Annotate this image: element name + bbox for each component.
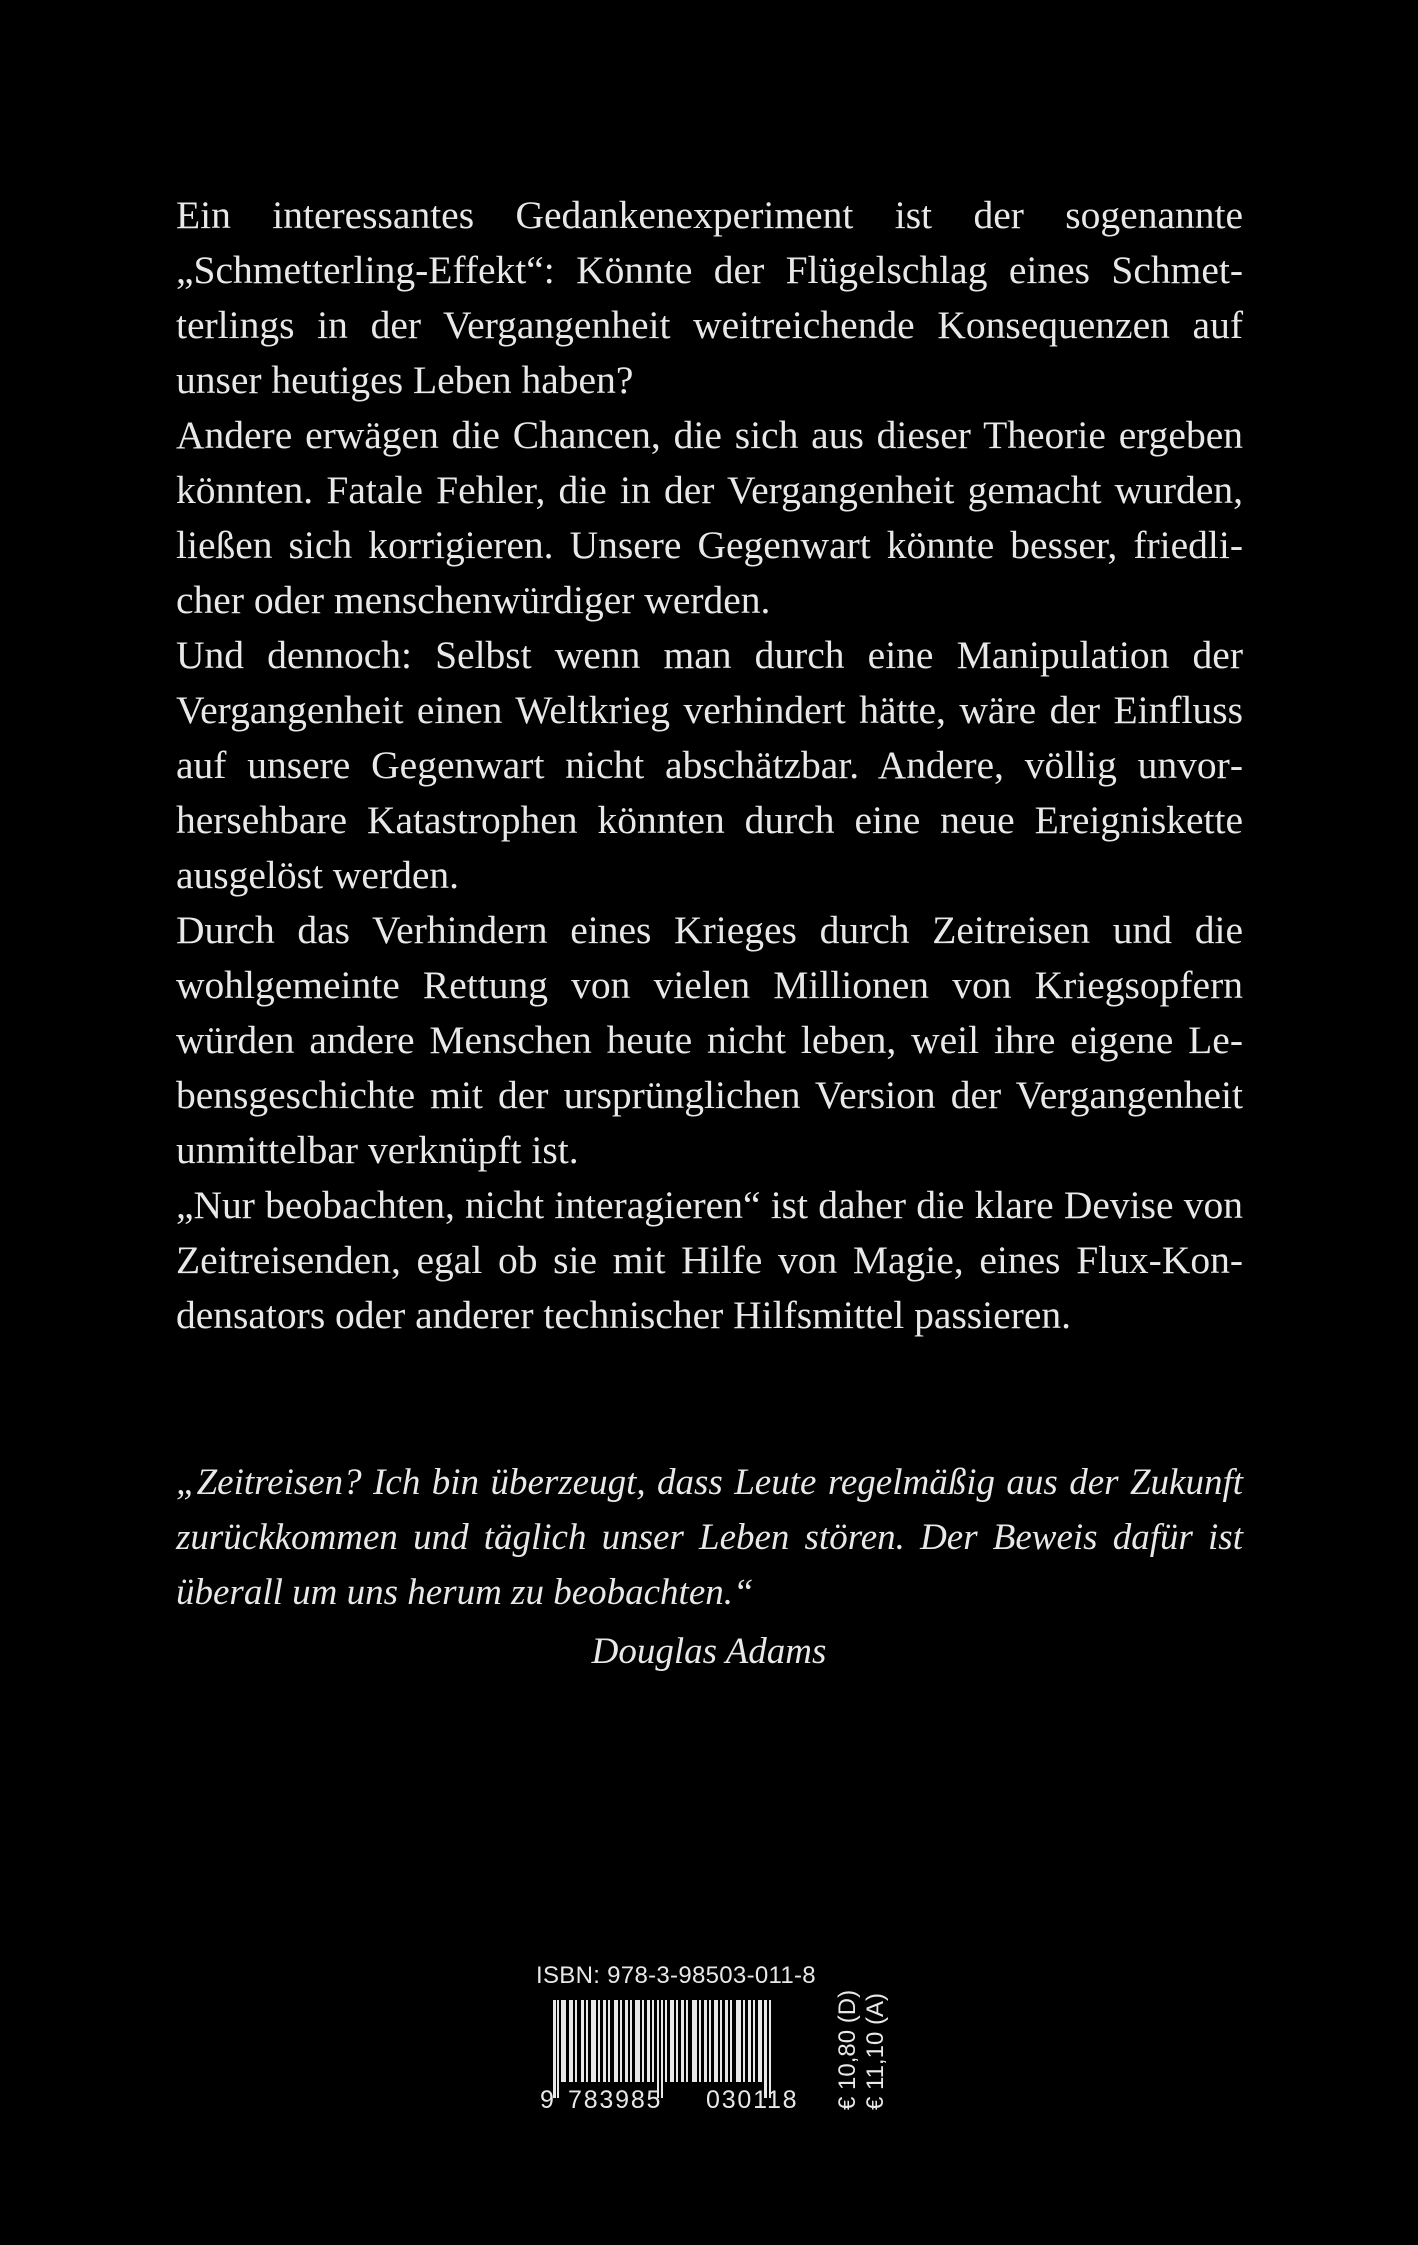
barcode-digit-first: 9 xyxy=(540,2086,556,2114)
quote-block xyxy=(176,1455,1243,1620)
barcode-bar xyxy=(758,2000,762,2082)
barcode-bar xyxy=(748,2000,751,2082)
barcode-bar xyxy=(736,2000,741,2082)
back-cover-blurb xyxy=(176,188,1243,1343)
barcode-bar xyxy=(635,2000,640,2082)
barcode-bar xyxy=(652,2000,654,2082)
barcode-bar xyxy=(591,2000,596,2082)
barcode-bar xyxy=(743,2000,745,2082)
barcode-bar xyxy=(620,2000,622,2082)
blurb-paragraph-5: „Nur beobachten, nicht interagieren“ ist daher die klare Devise von Zeitreisenden, egal ob sie mit Hilfe von Magie, eines Flux-Kondensators oder anderer technischer Hilfsmittel passieren. xyxy=(176,1183,1243,1337)
quote-text: „Zeitreisen? Ich bin überzeugt, dass Leute regelmäßig aus der Zukunft zurückkommen und täglich unser Leben stören. Der Beweis dafür ist überall um uns herum zu beobachten.“ xyxy=(176,1462,1243,1613)
barcode-bar xyxy=(581,2000,584,2082)
barcode-bar xyxy=(642,2000,644,2082)
barcode-bar xyxy=(598,2000,600,2082)
barcode-bar xyxy=(670,2000,674,2082)
price-austria: € 11,10 (A) xyxy=(862,1993,889,2110)
barcode-bar xyxy=(665,2000,667,2082)
barcode-bar xyxy=(764,2000,767,2098)
barcode-bar xyxy=(647,2000,650,2082)
barcode-bar xyxy=(603,2000,606,2082)
barcode-bar xyxy=(586,2000,588,2082)
blurb-paragraph-2: Andere erwägen die Chancen, die sich aus dieser Theorie ergeben könnten. Fatale Fehler, die in der Vergangenheit gemacht wurden, ließen sich korrigieren. Unsere Gegenwart könnte besser, friedlicher oder menschenwürdiger werden. xyxy=(176,413,1243,622)
barcode-bar xyxy=(692,2000,697,2082)
price-germany: € 10,80 (D) xyxy=(834,1989,861,2110)
barcode-bar xyxy=(725,2000,728,2082)
barcode-bar xyxy=(753,2000,755,2082)
barcode-bar xyxy=(699,2000,701,2082)
blurb-paragraph-3: Und dennoch: Selbst wenn man durch eine Manipulation der Vergangenheit einen Weltkrieg verhindert hätte, wäre der Einfluss auf unsere Gegenwart nicht abschätzbar. Andere, völlig unvorhersehbare Katastrophen könnten durch eine neue Ereigniskette ausgelöst werden. xyxy=(176,633,1243,897)
barcode-bar xyxy=(681,2000,684,2082)
barcode-bar xyxy=(661,2000,663,2098)
barcode-bar xyxy=(714,2000,718,2082)
blurb-paragraph-4: Durch das Verhindern eines Krieges durch Zeitreisen und die wohlgemeinte Rettung von vielen Millionen von Kriegsopfern würden andere Menschen heute nicht leben, weil ihre eigene Lebensgeschichte mit der ursprünglichen Version der Vergangenheit unmittelbar verknüpft ist. xyxy=(176,908,1243,1172)
barcode-bar xyxy=(769,2000,771,2098)
barcode-bar xyxy=(720,2000,722,2082)
barcode-bar xyxy=(557,2000,559,2098)
barcode-bar xyxy=(553,2000,556,2098)
barcode-bar xyxy=(657,2000,659,2098)
barcode-bar xyxy=(569,2000,573,2082)
barcode-bar xyxy=(608,2000,610,2082)
quote-author: Douglas Adams xyxy=(591,1631,827,1672)
barcode-digits-right: 030118 xyxy=(706,2086,799,2114)
isbn-barcode xyxy=(553,2000,823,2082)
barcode-bar xyxy=(730,2000,732,2082)
barcode-digits-left: 783985 xyxy=(568,2086,663,2114)
barcode-bar xyxy=(704,2000,707,2082)
isbn-label: ISBN: 978-3-98503-011-8 xyxy=(536,1962,816,1989)
barcode-bar xyxy=(709,2000,711,2082)
barcode-bar xyxy=(564,2000,566,2082)
blurb-paragraph-1: Ein interessantes Gedankenexperiment ist der sogenannte „Schmetterling-Effekt“: Könnte der Flügelschlag eines Schmetterlings in der Vergangenheit weitreichende Konsequenzen auf unser heutiges Leben haben? xyxy=(176,193,1243,402)
barcode-bar xyxy=(676,2000,678,2082)
barcode-bar xyxy=(630,2000,632,2082)
barcode-bar xyxy=(625,2000,628,2082)
barcode-bar xyxy=(614,2000,618,2082)
barcode-bar xyxy=(686,2000,688,2082)
barcode-bar xyxy=(575,2000,577,2082)
